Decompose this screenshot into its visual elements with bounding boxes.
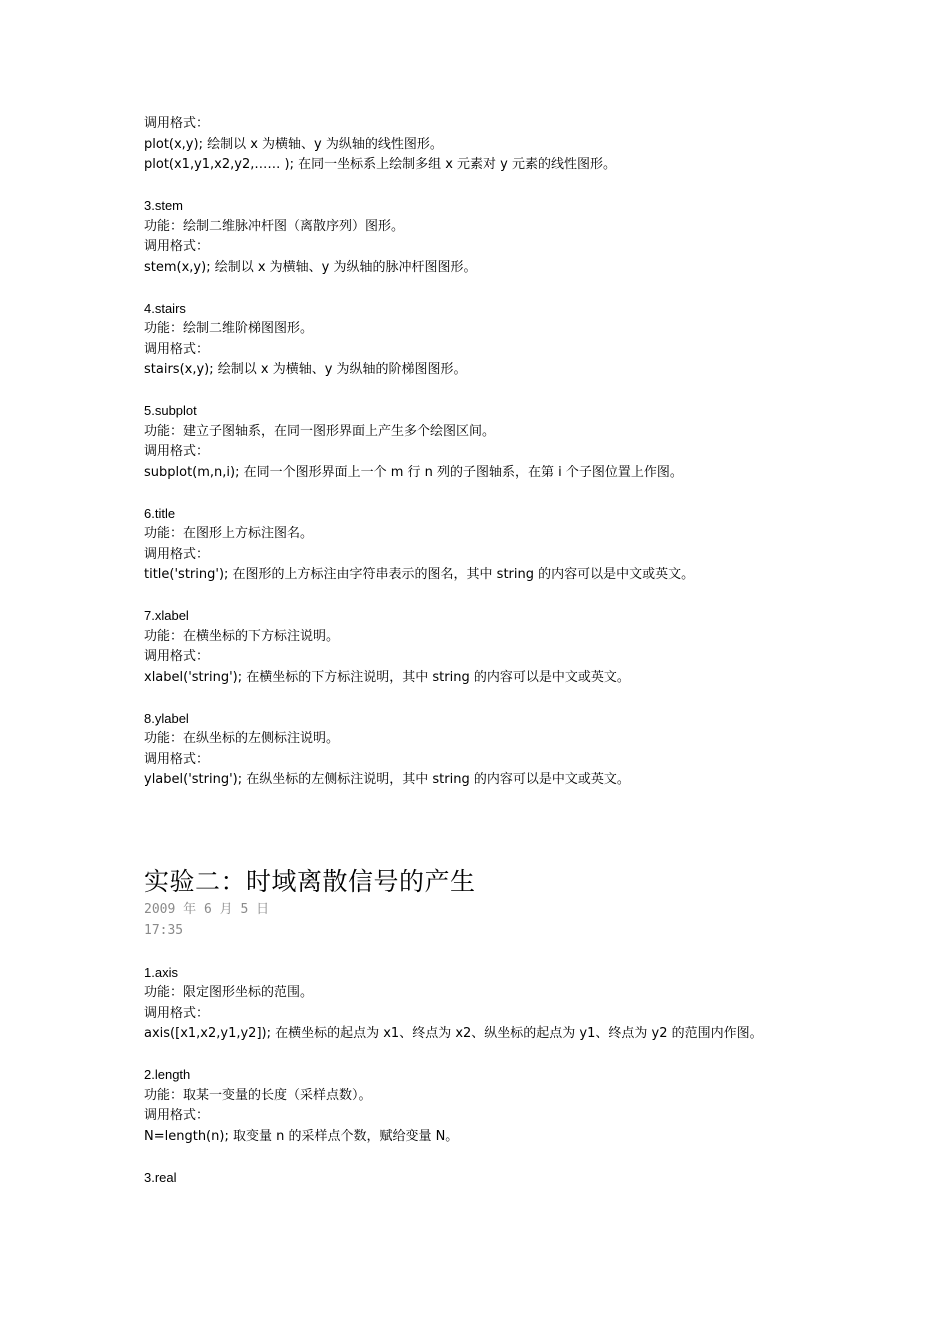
note-timestamp (144, 899, 824, 941)
title-usage: title('string'); 在图形的上方标注由字符串表示的图名，其中 string 的内容可以是中文或英文。 (144, 567, 695, 582)
note-time: 17:35 (144, 922, 184, 938)
length-format-label: 调用格式： (144, 1108, 210, 1123)
ylabel-usage: ylabel('string'); 在纵坐标的左侧标注说明，其中 string 的内容可以是中文或英文。 (144, 772, 630, 787)
spacer (144, 688, 824, 709)
title-format-label: 调用格式： (144, 546, 210, 562)
spacer (144, 381, 824, 402)
stem-format-label: 调用格式： (144, 239, 210, 254)
axis-function: 功能：限定图形坐标的范围。 (144, 985, 314, 1000)
spacer (144, 586, 824, 607)
plot-format-label: 调用格式： (144, 116, 210, 131)
xlabel-usage: xlabel('string'); 在横坐标的下方标注说明，其中 string 的内容可以是中文或英文。 (144, 669, 630, 685)
stairs-function: 功能：绘制二维阶梯图图形。 (144, 321, 314, 336)
subplot-function: 功能：建立子图轴系，在同一图形界面上产生多个绘图区间。 (144, 423, 496, 439)
stairs-format-label: 调用格式： (144, 341, 210, 357)
xlabel-format-label: 调用格式： (144, 649, 210, 664)
ylabel-title: 8.ylabel (144, 710, 189, 726)
title-function: 功能：在图形上方标注图名。 (144, 526, 314, 541)
spacer (144, 1147, 824, 1168)
xlabel-function: 功能：在横坐标的下方标注说明。 (144, 628, 340, 644)
spacer (144, 278, 824, 299)
plot-usage-line-2: plot(x1,y1,x2,y2,…… ); 在同一坐标系上绘制多组 x 元素对 y 元素的线性图形。 (144, 157, 617, 172)
length-usage: N=length(n); 取变量 n 的采样点个数，赋给变量 N。 (144, 1128, 459, 1144)
stairs-usage: stairs(x,y); 绘制以 x 为横轴、y 为纵轴的阶梯图图形。 (144, 362, 467, 377)
real-title: 3.real (144, 1169, 177, 1185)
title-title: 6.title (144, 505, 176, 521)
note-date: 2009 年 6 月 5 日 (144, 901, 270, 917)
subplot-title: 5.subplot (144, 403, 197, 418)
ylabel-function: 功能：在纵坐标的左侧标注说明。 (144, 731, 340, 746)
axis-format-label: 调用格式： (144, 1005, 210, 1021)
plot-usage-line-1: plot(x,y); 绘制以 x 为横轴、y 为纵轴的线性图形。 (144, 136, 443, 152)
subplot-format-label: 调用格式： (144, 444, 210, 459)
section-heading: 实验二：时域离散信号的产生 (144, 866, 476, 896)
length-title: 2.length (144, 1067, 191, 1082)
axis-title: 1.axis (144, 964, 178, 980)
document-page (144, 114, 824, 1188)
subplot-usage: subplot(m,n,i); 在同一个图形界面上一个 m 行 n 列的子图轴系，在第 i 个子图位置上作图。 (144, 464, 683, 480)
axis-usage: axis([x1,x2,y1,y2]); 在横坐标的起点为 x1、终点为 x2、纵坐标的起点为 y1、终点为 y2 的范围内作图。 (144, 1026, 763, 1041)
stem-function: 功能：绘制二维脉冲杆图（离散序列）图形。 (144, 218, 405, 234)
ylabel-format-label: 调用格式： (144, 751, 210, 767)
stairs-title: 4.stairs (144, 300, 186, 316)
xlabel-title: 7.xlabel (144, 608, 189, 623)
stem-title: 3.stem (144, 198, 184, 213)
stem-usage: stem(x,y); 绘制以 x 为横轴、y 为纵轴的脉冲杆图图形。 (144, 259, 477, 275)
spacer (144, 483, 824, 504)
spacer (144, 1045, 824, 1066)
length-function: 功能：取某一变量的长度（采样点数）。 (144, 1087, 372, 1103)
spacer (144, 176, 824, 197)
